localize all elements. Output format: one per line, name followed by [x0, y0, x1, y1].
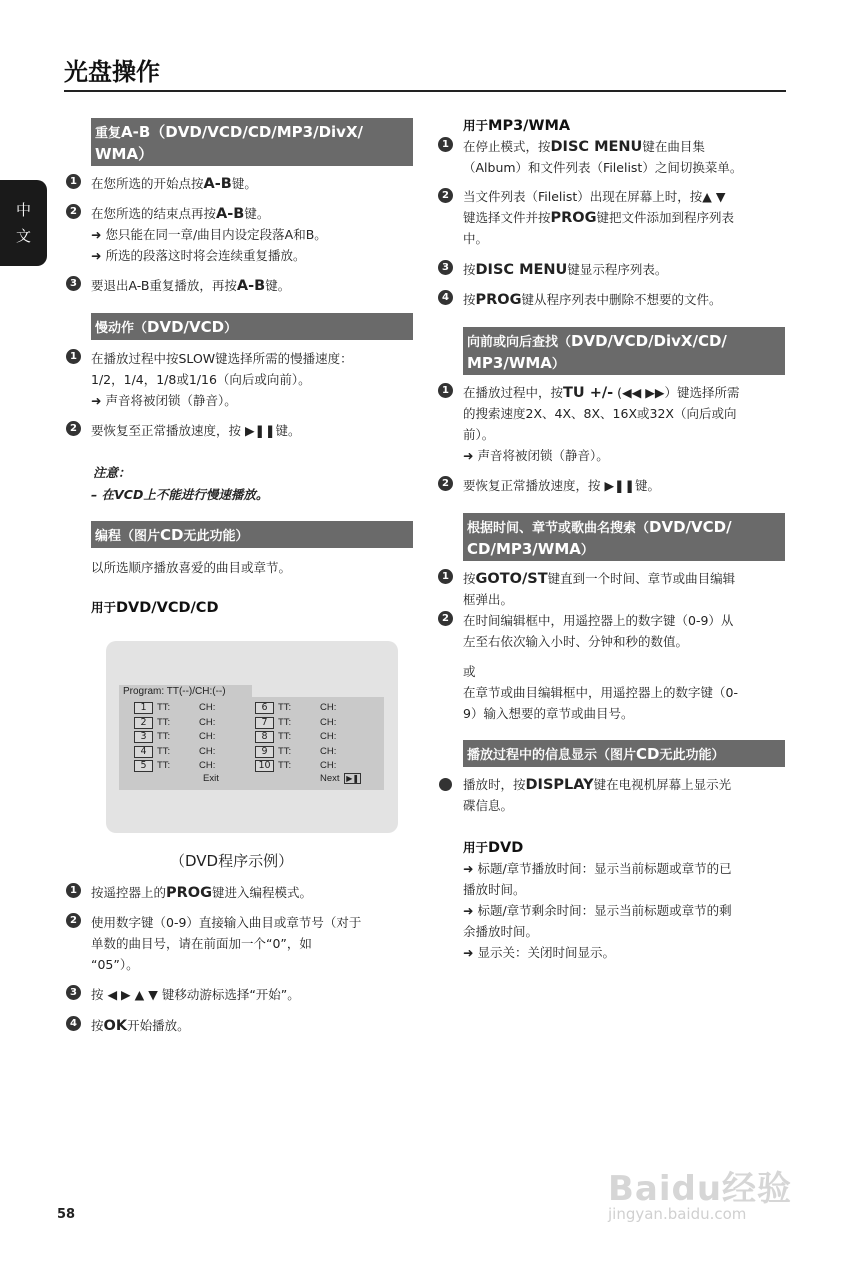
program-tt-label: TT:: [278, 702, 292, 713]
text: 键在电视机屏幕上显示光: [593, 777, 732, 792]
watermark-text: Baidu经验: [608, 1169, 793, 1209]
program-ch-label: CH:: [320, 702, 337, 713]
section-bar-text: 重复: [95, 126, 122, 141]
text: PROG: [166, 885, 213, 901]
program-tt-label: TT:: [157, 716, 171, 728]
section-bar-display: [463, 740, 785, 767]
program-ch-label: CH:: [320, 716, 337, 728]
text: 在您所选的开始点按: [91, 176, 204, 191]
baidu-watermark: [608, 1143, 808, 1233]
section-bar-ab-repeat: [91, 118, 413, 166]
sub-item: ➜ 显示关：关闭时间显示。: [463, 945, 615, 960]
text: 键从程序列表中删除不想要的文件。: [521, 292, 722, 307]
section-bar-slow-motion: [91, 313, 413, 340]
text: 键在曲目集: [642, 139, 705, 154]
list-item: 按 ◀ ▶ ▲ ▼ 键移动游标选择“开始”。: [91, 987, 300, 1002]
sub-item: ➜ 标题/章节播放时间：显示当前标题或章节的已: [463, 861, 732, 876]
sub-item: 余播放时间。: [463, 924, 539, 939]
section-bar-text: MP3/WMA: [467, 354, 552, 372]
step-number-1: 1: [66, 174, 81, 189]
text: A-B: [216, 206, 245, 222]
list-item: 碟信息。: [463, 798, 514, 813]
list-item: 的搜索速度2X、4X、8X、16X或32X（向后或向: [463, 406, 737, 421]
text: GOTO/ST: [475, 571, 548, 587]
text: 开始播放。: [127, 1018, 190, 1033]
program-slot-number: 9: [255, 746, 274, 758]
text: 键直到一个时间、章节或曲目编辑: [547, 571, 736, 586]
text: DVD/VCD/CD: [116, 600, 219, 616]
text: 键。: [265, 278, 291, 293]
program-tt-label: TT:: [278, 716, 292, 728]
step-number-2: 2: [438, 188, 453, 203]
text: 播放时，按: [463, 777, 526, 792]
subheading: [91, 598, 218, 616]
program-slot-number: 8: [255, 731, 274, 743]
text: 键选择文件并按: [463, 210, 551, 225]
step-number-3: 3: [66, 985, 81, 1000]
list-item: [91, 1015, 190, 1037]
figure-caption: （DVD程序示例）: [170, 852, 294, 870]
text: 在播放过程中，按: [463, 385, 564, 400]
section-bar-text: 根据时间、章节或歌曲名搜索（: [467, 521, 650, 536]
program-ch-label: CH:: [320, 731, 337, 742]
section-bar-text: 编程（图片: [95, 529, 161, 544]
list-item: 使用数字键（0-9）直接输入曲目或章节号（对于: [91, 915, 362, 930]
list-item: 在时间编辑框中，用遥控器上的数字键（0-9）从: [463, 613, 734, 628]
text: PROG: [475, 292, 522, 308]
page-title: 光盘操作: [64, 58, 160, 86]
text: 用于: [463, 840, 489, 855]
text: Next: [320, 773, 340, 784]
text: A-B: [203, 176, 232, 192]
list-item: 中。: [463, 231, 489, 246]
step-number-3: 3: [438, 260, 453, 275]
section-bar-text: DVD/VCD/DivX/CD/: [571, 332, 727, 350]
program-ch-label: CH:: [320, 760, 337, 771]
section-bar-text: DVD/VCD: [147, 318, 225, 336]
list-item: “05”）。: [91, 957, 139, 972]
text: DISC MENU: [550, 139, 643, 155]
sub-item: ➜ 声音将被闭锁（静音）。: [91, 393, 237, 408]
list-item: 在章节或曲目编辑框中，用遥控器上的数字键（0-: [463, 685, 738, 700]
program-tt-label: TT:: [157, 731, 171, 742]
text: PROG: [550, 210, 597, 226]
section-bar-goto: [463, 513, 785, 561]
step-number-4: 4: [438, 290, 453, 305]
step-number-1: 1: [438, 383, 453, 398]
step-number-2: 2: [66, 913, 81, 928]
step-number-1: 1: [66, 883, 81, 898]
note-text: – 在VCD上不能进行慢速播放。: [91, 487, 269, 502]
next-label: [320, 773, 361, 786]
language-tab-char-2: 文: [15, 227, 31, 245]
text: 键进入编程模式。: [212, 885, 313, 900]
text: (◀◀ ▶▶）键选择所需: [613, 385, 740, 400]
subheading: [463, 116, 570, 134]
program-slot-number: 6: [255, 702, 274, 714]
program-slot-number: 7: [255, 717, 274, 729]
text: TU +/-: [563, 385, 614, 401]
program-tt-label: TT:: [157, 702, 171, 713]
section-bar-search: [463, 327, 785, 375]
sub-item: ➜ 所选的段落这时将会连续重复播放。: [91, 248, 306, 263]
sub-item: 播放时间。: [463, 882, 526, 897]
sub-item: ➜ 声音将被闭锁（静音）。: [463, 448, 609, 463]
section-bar-text: WMA）: [95, 145, 154, 163]
text: 键。: [244, 206, 270, 221]
section-bar-text: DVD/VCD/: [649, 518, 732, 536]
text: 按: [463, 571, 476, 586]
language-tab: [0, 180, 47, 266]
program-ch-label: CH:: [199, 702, 216, 713]
text: DVD: [488, 840, 524, 856]
step-number-2: 2: [438, 476, 453, 491]
text: 按: [463, 262, 476, 277]
section-bar-text: ）: [224, 321, 238, 336]
step-number-1: 1: [438, 569, 453, 584]
list-item: [463, 289, 722, 311]
program-slot-number: 3: [134, 731, 153, 743]
list-item: [91, 882, 312, 904]
list-item: 在播放过程中按SLOW键选择所需的慢播速度：: [91, 351, 353, 366]
list-item: [463, 382, 739, 404]
program-slot-number: 1: [134, 702, 153, 714]
program-tt-label: TT:: [278, 760, 292, 771]
list-item: 1/2，1/4，1/8或1/16（向后或向前）。: [91, 372, 311, 387]
page-number: 58: [57, 1207, 76, 1222]
list-item: [463, 207, 734, 229]
section-bar-text: 播放过程中的信息显示（图片: [467, 748, 637, 763]
section-bar-text: ）: [551, 357, 565, 372]
list-item: 框弹出。: [463, 592, 514, 607]
text: A-B: [236, 278, 266, 294]
step-number-2: 2: [66, 204, 81, 219]
note-title: 注意：: [93, 465, 131, 480]
section-bar-program: [91, 521, 413, 548]
text: 在停止模式，按: [463, 139, 551, 154]
list-item: [463, 774, 731, 796]
program-ch-label: CH:: [199, 760, 216, 771]
step-number-1: 1: [66, 349, 81, 364]
text: 要退出A-B重复播放，再按: [91, 278, 237, 293]
step-number-2: 2: [438, 611, 453, 626]
list-item: 左至右依次输入小时、分钟和秒的数值。: [463, 634, 689, 649]
list-item: [463, 568, 735, 590]
text: DISPLAY: [525, 777, 594, 793]
text: 键把文件添加到程序列表: [596, 210, 735, 225]
program-tt-label: TT:: [278, 745, 292, 757]
list-item: [91, 203, 269, 225]
program-slot-number: 4: [134, 746, 153, 758]
program-slot-number: 5: [134, 760, 153, 772]
program-ch-label: CH:: [199, 745, 216, 757]
or-text: 或: [463, 664, 476, 679]
program-tt-label: TT:: [157, 760, 171, 771]
section-bar-text: CD: [636, 745, 660, 763]
list-item: 单数的曲目号，请在前面加一个“0”，如: [91, 936, 312, 951]
list-item: 前）。: [463, 427, 495, 442]
text: 按: [91, 1018, 104, 1033]
text: 按: [463, 292, 476, 307]
list-item: 要恢复至正常播放速度，按 ▶❚❚键。: [91, 423, 301, 438]
text: DISC MENU: [475, 262, 568, 278]
intro-text: 以所选顺序播放喜爱的曲目或章节。: [91, 560, 292, 575]
program-slot-number: 2: [134, 717, 153, 729]
program-tt-label: TT:: [278, 731, 292, 742]
sub-item: ➜ 您只能在同一章/曲目内设定段落A和B。: [91, 227, 327, 242]
text: 用于: [463, 118, 489, 133]
list-item: （Album）和文件列表（Filelist）之间切换菜单。: [463, 160, 743, 175]
program-tt-label: TT:: [157, 745, 171, 757]
section-bar-text: A-B（DVD/VCD/CD/MP3/DivX/: [121, 123, 364, 141]
list-item: [463, 136, 705, 158]
bullet-icon: [439, 778, 452, 791]
text: OK: [103, 1018, 128, 1034]
program-header: Program: TT(--)/CH:(--): [119, 685, 252, 699]
step-number-3: 3: [66, 276, 81, 291]
text: 按遥控器上的: [91, 885, 167, 900]
section-bar-text: 无此功能）: [659, 748, 725, 763]
section-bar-text: CD: [160, 526, 184, 544]
exit-label: Exit: [203, 773, 219, 784]
list-item: 9）输入想要的章节或曲目号。: [463, 706, 634, 721]
step-number-1: 1: [438, 137, 453, 152]
section-bar-text: CD/MP3/WMA: [467, 540, 581, 558]
list-item: 要恢复正常播放速度，按 ▶❚❚键。: [463, 478, 661, 493]
next-icon: ▶❚: [346, 774, 360, 783]
step-number-4: 4: [66, 1016, 81, 1031]
program-ch-label: CH:: [199, 716, 216, 728]
text: 在您所选的结束点再按: [91, 206, 217, 221]
list-item: [91, 275, 290, 297]
program-ch-label: CH:: [199, 731, 216, 742]
list-item: [91, 173, 257, 195]
section-bar-text: 向前或向后查找（: [467, 335, 572, 350]
subheading: [463, 838, 523, 856]
language-tab-char-1: 中: [15, 201, 31, 219]
text: 键。: [231, 176, 257, 191]
title-rule: [64, 90, 786, 92]
list-item: [463, 259, 667, 281]
text: 用于: [91, 600, 117, 615]
section-bar-text: ）: [580, 543, 594, 558]
section-bar-text: 无此功能）: [183, 529, 249, 544]
program-ch-label: CH:: [320, 745, 337, 757]
program-slot-number: 10: [255, 760, 274, 772]
text: 键显示程序列表。: [567, 262, 668, 277]
text: MP3/WMA: [488, 118, 571, 134]
step-number-2: 2: [66, 421, 81, 436]
list-item: 当文件列表（Filelist）出现在屏幕上时，按▲ ▼: [463, 189, 726, 204]
sub-item: ➜ 标题/章节剩余时间：显示当前标题或章节的剩: [463, 903, 732, 918]
section-bar-text: 慢动作（: [95, 321, 148, 336]
watermark-url: jingyan.baidu.com: [608, 1205, 747, 1223]
